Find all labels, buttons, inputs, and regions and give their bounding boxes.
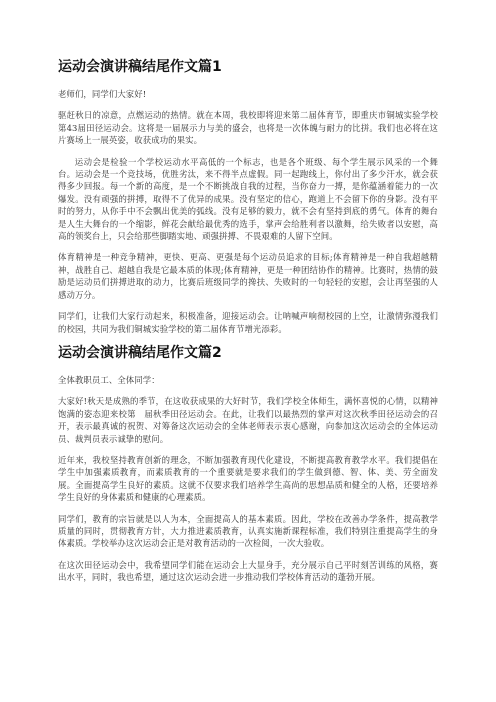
section-2-paragraph-1: 大家好!秋天是成熟的季节，在这收获成果的大好时节，我们学校全体师生，满怀喜悦的心情，以精神饱满的姿态迎来校第 届秋季田径运动会。在此，让我们以最热烈的掌声对这次秋季田径运动会的召开，表示最真诚的祝贺、对筹备这次运动会的全体老师表示衷心感谢，向参加这次运动会的全体运动员、裁判员表示诚挚的慰问。 [58,396,438,444]
section-2-paragraph-4: 在这次田径运动会中，我希望同学们能在运动会上大显身手，充分展示自己平时刻苦训练的风格，赛出水平，同时，我也希望，通过这次运动会进一步推动我们学校体育活动的蓬勃开展。 [58,559,438,583]
section-1-paragraph-1: 驱赶秋日的凉意，点燃运动的热情。就在本周，我校即将迎来第二届体育节，即重庆市铜城实验学校第43届田径运动会。这将是一届展示力与美的盛会，也将是一次体魄与耐力的比拼。我们也必将在这片赛场上一展英姿，收获成功的果实。 [58,110,438,146]
section-1-paragraph-2: 运动会是检验一个学校运动水平高低的一个标志，也是各个班级、每个学生展示风采的一个舞台。运动会是一个竞技场，优胜劣汰，来不得半点虚假。同一起跑线上，你付出了多少汗水，就会获得多少回报。每一个新的高度，是一个不断挑战自我的过程，当你奋力一搏，是你蕴涵着能力的一次爆发。没有顽强的拼搏，取得不了优异的成果。没有坚定的信心，跑道上不会留下你的身影。没有平时的努力，从你手中不会飘出优美的弧线。没有足够的毅力，就不会有坚持到底的勇气。体育的舞台是人生大舞台的一个缩影，鲜花会献给最优秀的选手，掌声会给胜利者以激舞，给失败者以安慰，高高的领奖台上，只会给那些脚踏实地、顽强拼搏、不畏艰难的人留下空间。 [58,156,438,242]
section-2-title: 运动会演讲稿结尾作文篇2 [58,344,222,361]
section-2-greeting: 全体教职员工、全体同学： [58,374,160,385]
section-2-paragraph-3: 同学们，教育的宗旨就是以人为本，全面提高人的基本素质。因此，学校在改善办学条件，提高教学质量的同时，贯彻教育方针，大力推进素质教育，认真实施新课程标准，我们特别注重提高学生的身体素质。学校举办这次运动会正是对教育活动的一次检阅，一次大验收。 [58,513,438,549]
section-1-paragraph-3: 体育精神是一种竞争精神，更快、更高、更强是每个运动员追求的目标;体育精神是一种自我超越精神，战胜自己、超越自我是它最本质的体现;体育精神，更是一种团结协作的精神。比赛时，热情的鼓励是运动员们拼搏进取的动力，比赛后班级同学的搀扶、失败时的一句轻轻的安慰，会让再坚强的人感动万分。 [58,252,438,300]
section-1-greeting: 老师们，同学们大家好! [58,89,147,99]
section-1-title: 运动会演讲稿结尾作文篇1 [58,59,222,75]
section-1-paragraph-4: 同学们，让我们大家行动起来，积极准备，迎接运动会。让呐喊声响彻校园的上空，让激情弥漫我们的校园，共同为我们铜城实验学校的第二届体育节增光添彩。 [58,311,438,334]
section-2-paragraph-2: 近年来，我校坚持教育创新的理念，不断加强教育现代化建设，不断提高教育教学水平。我们提倡在学生中加强素质教育，而素质教育的一个重要就是要求我们的学生做到德、智、体、美、劳全面发展。全面提高学生良好的素质。这就不仅要求我们培养学生高尚的思想品质和健全的人格，还要培养学生良好的身体素质和健康的心理素质。 [58,454,438,503]
